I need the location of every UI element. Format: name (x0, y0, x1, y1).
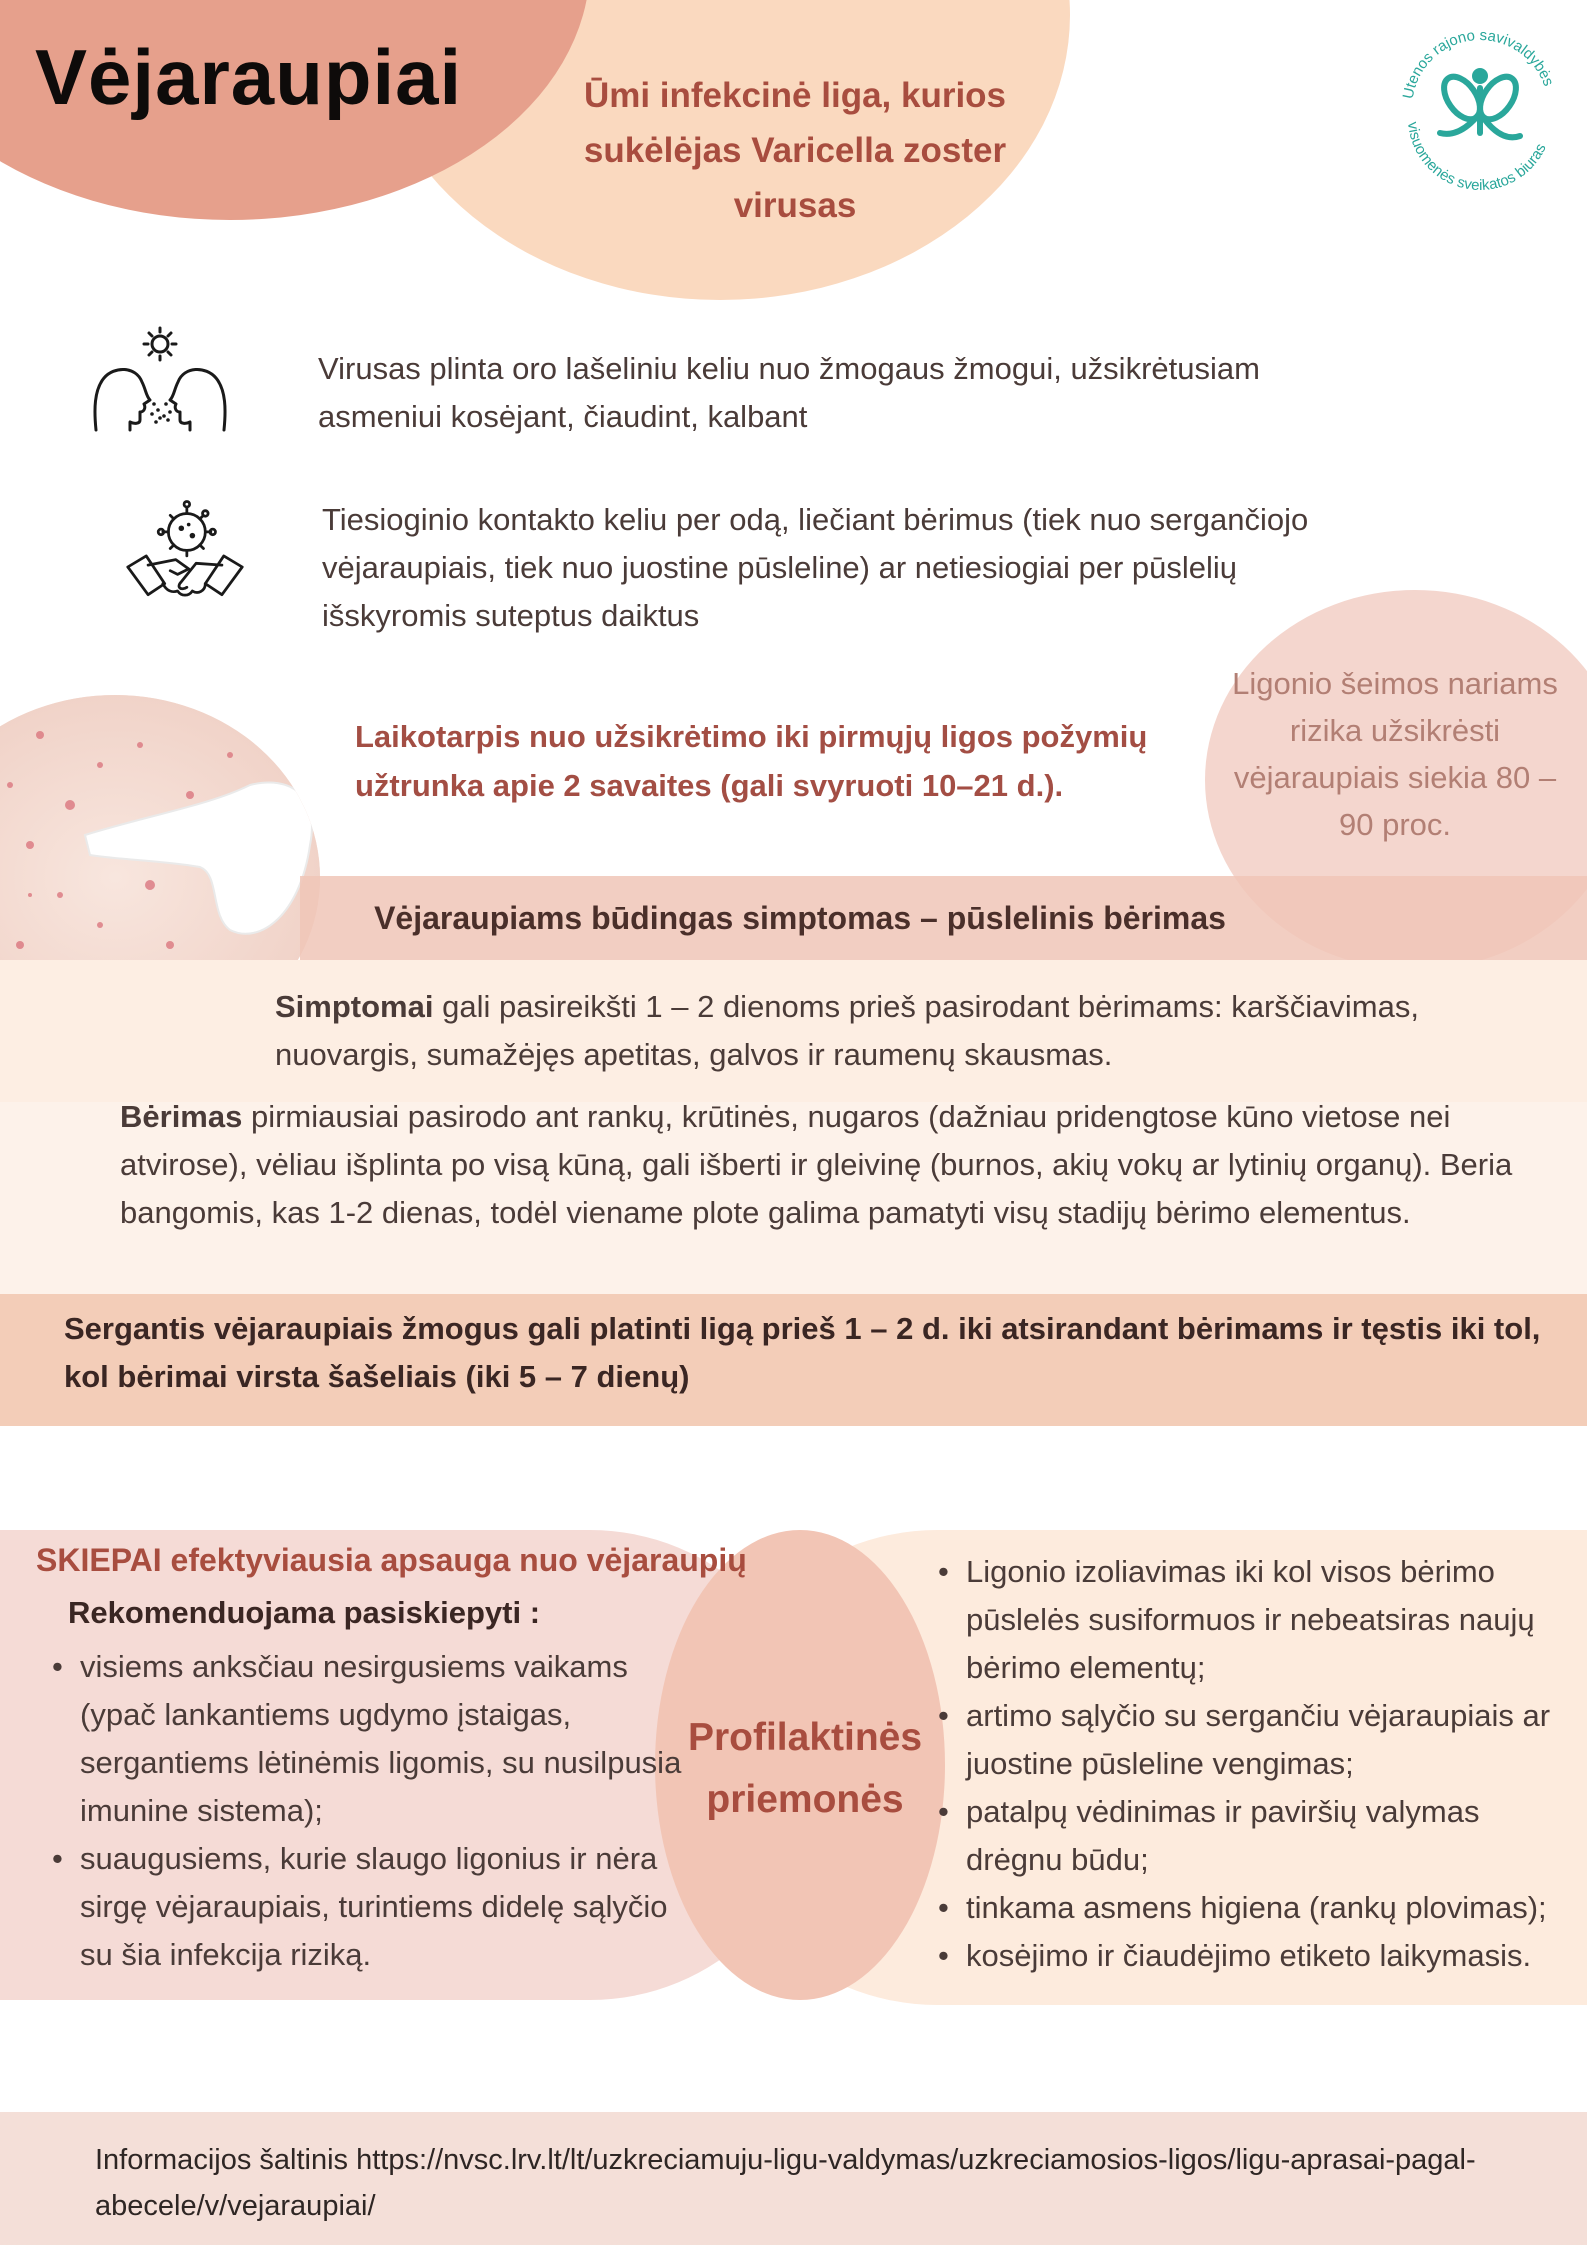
svg-text:Utenos rajono savivaldybės: Utenos rajono savivaldybės (1399, 26, 1557, 101)
people-cough-icon (90, 320, 230, 440)
vaccination-list (52, 1643, 692, 1979)
symptom-header: Vėjaraupiams būdingas simptomas – pūslelinis bėrimas (374, 900, 1226, 936)
contact-transmission-text: Tiesioginio kontakto keliu per odą, liečiant bėrimus (tiek nuo sergančiojo vėjaraupiais, tiek nuo juostine pūsleline) ar netiesiogiai per pūslelių išskyromis suteptus daiktus (322, 502, 1309, 633)
symptoms-label: Simptomai (275, 989, 434, 1024)
list-item: • kosėjimo ir čiaudėjimo etiketo laikymasis. (938, 1932, 1578, 1980)
list-item: • tinkama asmens higiena (rankų plovimas); (938, 1884, 1578, 1932)
page-title: Vėjaraupiai (35, 33, 463, 121)
list-item: • patalpų vėdinimas ir paviršių valymas drėgnu būdu; (938, 1788, 1578, 1884)
list-item: • suaugusiems, kurie slaugo ligonius ir nėra sirgę vėjaraupiais, turintiems didelę sąlyčio su šia infekcija riziką. (52, 1835, 692, 1979)
vaccination-subheading: Rekomenduojama pasiskiepyti : (68, 1595, 541, 1630)
page-subtitle: Ūmi infekcinė liga, kurios sukėlėjas Varicella zoster virusas (583, 76, 1007, 225)
symptoms-description: gali pasireikšti 1 – 2 dienoms prieš pasirodant bėrimams: karščiavimas, nuovargis, sumažėjęs apetitas, galvos ir raumenų skausmas. (275, 989, 1419, 1072)
rash-description: pirmiausiai pasirodo ant rankų, krūtinės, nugaros (dažniau pridengtose kūno vietose nei atvirose), vėliau išplinta po visą kūną, gali išberti ir gleivinę (burnos, akių vokų ar lytinių organų). Beria bangomis, kas 1-2 dienas, todėl viename plote galima pamatyti visų stadijų bėrimo elementus. (120, 1099, 1513, 1230)
contagious-period-text: Sergantis vėjaraupiais žmogus gali platinti ligą prieš 1 – 2 d. iki atsirandant bėrimams ir tęstis iki tol, kol bėrimai virsta šašeliais (iki 5 – 7 dienų) (64, 1311, 1541, 1394)
rash-paragraph (120, 1093, 1560, 1237)
symptoms-paragraph (275, 983, 1565, 1079)
vaccination-heading: SKIEPAI efektyviausia apsauga nuo vėjaraupių (36, 1542, 747, 1578)
svg-text:visuomenės sveikatos biuras: visuomenės sveikatos biuras (1404, 120, 1550, 195)
list-item: • artimo sąlyčio su sergančiu vėjaraupiais ar juostine pūsleline vengimas; (938, 1692, 1578, 1788)
family-risk-text: Ligonio šeimos nariams rizika užsikrėsti vėjaraupiais siekia 80 – 90 proc. (1232, 666, 1558, 842)
list-item: • visiems anksčiau nesirgusiems vaikams (ypač lankantiems ugdymo įstaigas, sergantiems lėtinėmis ligomis, su nusilpusia imunine sistema); (52, 1643, 692, 1835)
source-footer: Informacijos šaltinis https://nvsc.lrv.lt/lt/uzkreciamuju-ligu-valdymas/uzkreciamosios-ligos/ligu-aprasai-pagal-abecele/v/vejaraupiai/ (95, 2144, 1476, 2222)
prevention-list (938, 1548, 1578, 1980)
organization-logo (1390, 18, 1570, 198)
list-item: • Ligonio izoliavimas iki kol visos bėrimo pūslelės susiformuos ir nebeatsiras naujų bėrimo elementų; (938, 1548, 1578, 1692)
incubation-period-text: Laikotarpis nuo užsikrėtimo iki pirmųjų ligos požymių užtrunka apie 2 savaites (gali svyruoti 10–21 d.). (355, 719, 1148, 803)
rash-label: Bėrimas (120, 1099, 243, 1134)
handshake-virus-icon (115, 495, 255, 615)
prevention-title: Profilaktinės priemonės (687, 1716, 923, 1821)
airborne-transmission-text: Virusas plinta oro lašeliniu keliu nuo žmogaus žmogui, užsikrėtusiam asmeniui kosėjant, čiaudint, kalbant (318, 351, 1260, 434)
